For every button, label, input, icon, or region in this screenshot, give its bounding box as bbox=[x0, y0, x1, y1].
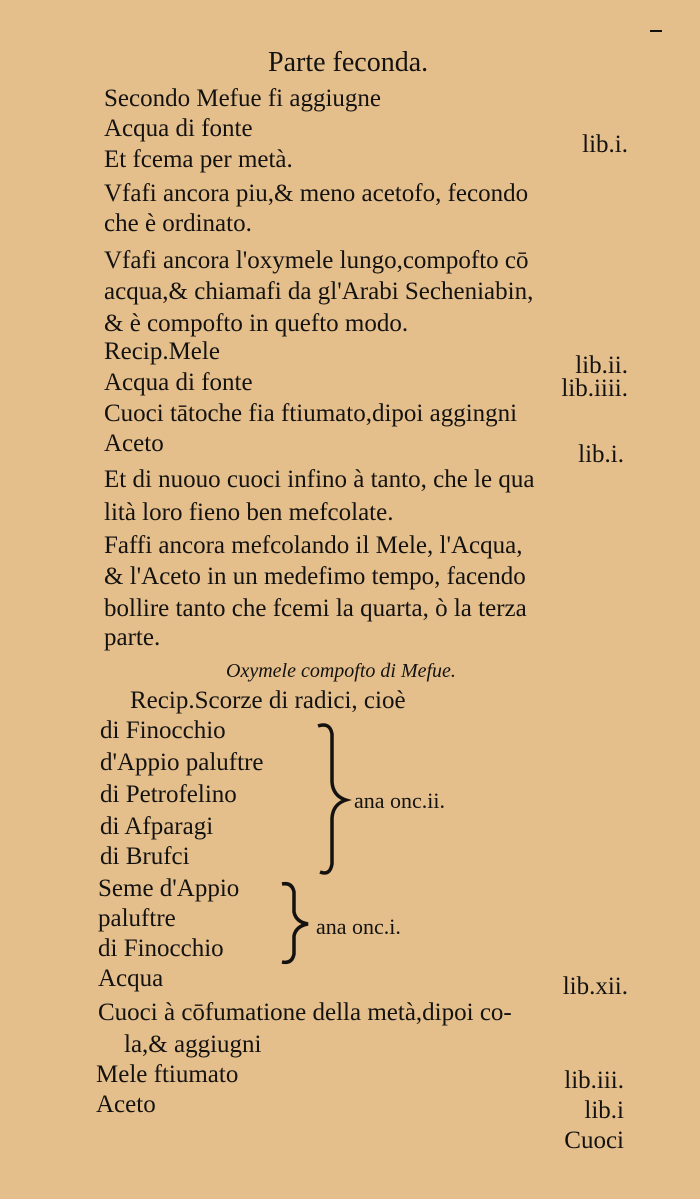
amount-lib: lib.i. bbox=[578, 441, 624, 468]
text-line: Faffi ancora mefcolando il Mele, l'Acqua, bbox=[104, 532, 523, 559]
ingredient: d'Appio paluftre bbox=[100, 749, 264, 776]
amount-lib: lib.iii. bbox=[564, 1067, 624, 1094]
text-line: Cuoci à cōfumatione della metà,dipoi co- bbox=[98, 999, 512, 1026]
ingredient: di Finocchio bbox=[100, 717, 226, 744]
text-line: Acqua di fonte bbox=[104, 115, 253, 142]
text-line: Et fcema per metà. bbox=[104, 146, 293, 173]
text-line: & è compofto in quefto modo. bbox=[104, 310, 409, 337]
curly-brace-icon bbox=[278, 880, 318, 966]
text-line: Recip.Mele bbox=[104, 338, 220, 365]
amount-lib: lib.i bbox=[584, 1097, 624, 1124]
dose-label: ana onc.i. bbox=[316, 914, 401, 939]
text-line: bollire tanto che fcemi la quarta, ò la terza bbox=[104, 595, 527, 622]
running-head: Parte feconda. bbox=[268, 47, 429, 78]
curly-brace-icon bbox=[314, 720, 358, 880]
dose-label: ana onc.ii. bbox=[354, 788, 446, 813]
ingredient: Aceto bbox=[96, 1091, 156, 1118]
section-subtitle: Oxymele compofto di Mefue. bbox=[226, 660, 456, 682]
ingredient: Seme d'Appio bbox=[98, 875, 240, 902]
ingredient: di Afparagi bbox=[100, 813, 214, 840]
text-line: Cuoci tātoche fia ftiumato,dipoi aggingni bbox=[104, 400, 518, 427]
text-line: acqua,& chiamafi da gl'Arabi Secheniabin, bbox=[104, 278, 534, 305]
ingredient: di Petrofelino bbox=[100, 781, 237, 808]
ingredient: di Brufci bbox=[100, 843, 190, 870]
text-line: Et di nuouo cuoci infino à tanto, che le qua bbox=[104, 466, 535, 493]
recipe-intro: Recip.Scorze di radici, cioè bbox=[130, 687, 406, 714]
ingredient: di Finocchio bbox=[98, 935, 224, 962]
text-line: & l'Aceto in un medefimo tempo, facendo bbox=[104, 563, 526, 590]
text-line: Aceto bbox=[104, 430, 164, 457]
text-line: la,& aggiugni bbox=[124, 1031, 262, 1058]
text-line: lità loro fieno ben mefcolate. bbox=[104, 499, 394, 526]
text-line: parte. bbox=[104, 624, 161, 651]
amount-lib: lib.i. bbox=[582, 131, 628, 158]
text-line: Acqua di fonte bbox=[104, 369, 253, 396]
text-line: Vfafi ancora piu,& meno acetofo, fecondo bbox=[104, 180, 529, 207]
edge-mark bbox=[650, 30, 662, 32]
ingredient: Acqua bbox=[98, 965, 164, 992]
text-line: Secondo Mefue fi aggiugne bbox=[104, 85, 382, 112]
catchword: Cuoci bbox=[564, 1127, 624, 1154]
ingredient: Mele ftiumato bbox=[96, 1061, 239, 1088]
ingredient: paluftre bbox=[98, 905, 176, 932]
text-line: che è ordinato. bbox=[104, 210, 252, 237]
amount-lib: lib.iiii. bbox=[561, 375, 628, 402]
amount-lib: lib.ii. bbox=[575, 352, 628, 379]
amount-lib: lib.xii. bbox=[562, 973, 628, 1000]
text-line: Vfafi ancora l'oxymele lungo,compofto cō bbox=[104, 247, 529, 274]
